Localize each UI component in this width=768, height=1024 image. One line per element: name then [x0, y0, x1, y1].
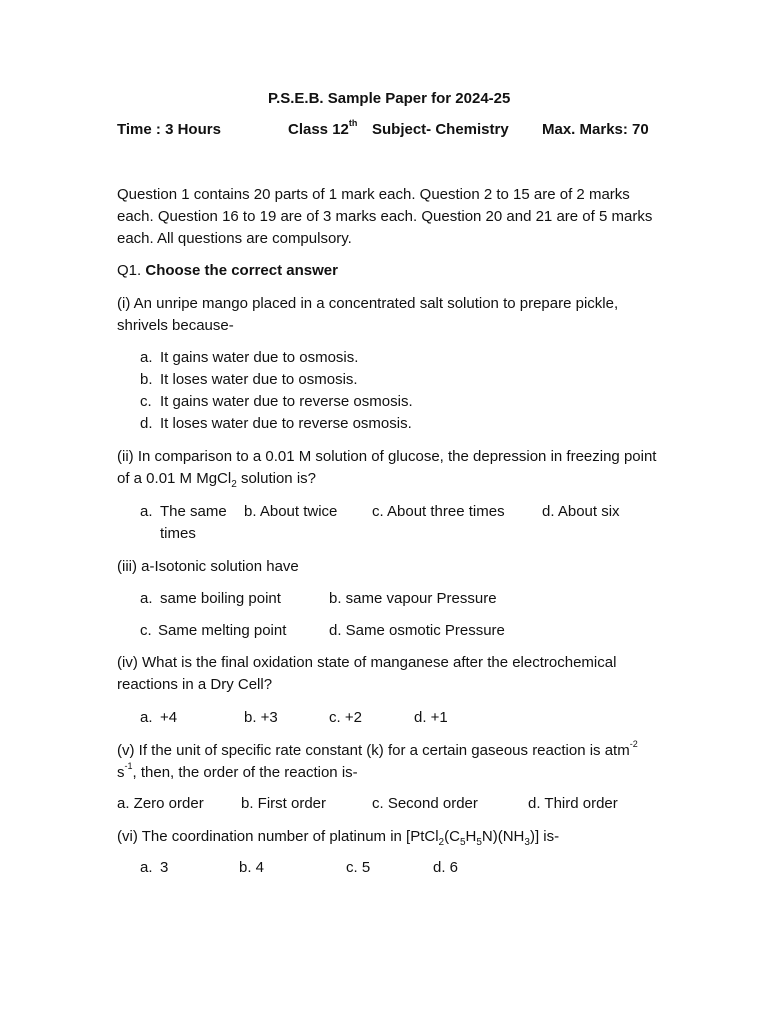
question-ii-option-a-text: The same [160, 503, 227, 520]
question-ii-option-a-marker: a. [140, 503, 153, 520]
question-iii-option-a-marker: a. [140, 590, 153, 607]
question-iv-option-a: +4 [160, 709, 178, 726]
question-v-stem-line1 [117, 740, 638, 762]
option-marker: d. [140, 415, 153, 432]
question-vi-option-c: c. 5 [346, 859, 371, 876]
question-iii-stem: (iii) a-Isotonic solution have [117, 558, 299, 575]
question-ii-stem-text: (ii) In comparison to a 0.01 M solution of glucose, the depression in freezing point of a 0.01 M MgCl [117, 448, 657, 487]
question-ii-stem [117, 446, 657, 490]
question-vi-sub-3: 5 [476, 837, 482, 848]
question-iv-option-a-marker: a. [140, 709, 153, 726]
question-v-option-b: b. First order [241, 795, 327, 812]
question-ii-option-b: b. About twice [244, 503, 338, 520]
question-ii-option-c: c. About three times [372, 503, 505, 520]
option-marker: c. [140, 393, 152, 410]
paper-title: P.S.E.B. Sample Paper for 2024-25 [268, 90, 511, 107]
max-marks-label: Max. Marks: 70 [542, 121, 649, 138]
time-label: Time : 3 Hours [117, 121, 221, 138]
class-label [288, 119, 357, 141]
question-iv-option-c: c. +2 [329, 709, 362, 726]
question-iii-option-c: Same melting point [158, 622, 287, 639]
question-i-option-a [140, 347, 153, 369]
question-vi-sub-2: 5 [459, 837, 466, 848]
question-i-stem: (i) An unripe mango placed in a concentrated salt solution to prepare pickle, shrivels because- [117, 295, 619, 334]
class-superscript: th [348, 118, 358, 128]
question-v-unit-s: s [117, 764, 125, 781]
question-ii-subscript: 2 [231, 479, 237, 490]
question-i-option-d [140, 413, 153, 435]
question-vi-option-a-marker: a. [140, 859, 153, 876]
q1-heading [117, 260, 338, 282]
question-v-superscript-1: -2 [629, 739, 638, 749]
question-vi-stem-text-4: N)(NH [481, 828, 525, 845]
subject-label: Subject- Chemistry [372, 121, 509, 138]
question-vi-stem-text-3: H [465, 828, 477, 845]
question-vi-sub-4: 3 [524, 837, 530, 848]
q1-label: Q1. [117, 262, 142, 279]
question-vi-option-a: 3 [160, 859, 169, 876]
question-iii-option-b: b. same vapour Pressure [329, 590, 497, 607]
question-v-option-d: d. Third order [528, 795, 618, 812]
question-v-superscript-2: -1 [124, 761, 133, 771]
question-vi-stem-text-2: (C [444, 828, 460, 845]
question-ii-option-d: d. About six [542, 503, 620, 520]
question-v-stem-text: (v) If the unit of specific rate constant (k) for a certain gaseous reaction is atm [117, 742, 630, 759]
question-iv-option-b: b. +3 [244, 709, 278, 726]
question-vi-stem-text: (vi) The coordination number of platinum in [PtCl [117, 828, 439, 845]
q1-title: Choose the correct answer [145, 262, 338, 279]
question-i-option-c [140, 391, 152, 413]
question-v-option-c: c. Second order [372, 795, 478, 812]
class-text: Class 12 [288, 121, 349, 138]
question-i-option-c-text: It gains water due to reverse osmosis. [160, 393, 413, 410]
instructions-paragraph: Question 1 contains 20 parts of 1 mark each. Question 2 to 15 are of 2 marks each. Question 16 to 19 are of 3 marks each. Question 20 and 21 are of 5 marks each. All questions are compulsory. [117, 186, 653, 247]
option-marker: a. [140, 349, 153, 366]
question-vi-sub-1: 2 [438, 837, 445, 848]
question-v-stem-line2 [117, 762, 358, 784]
question-ii-option-a-text-cont: times [160, 525, 196, 542]
question-i-option-d-text: It loses water due to reverse osmosis. [160, 415, 412, 432]
question-v-option-a: a. Zero order [117, 795, 204, 812]
question-i-option-a-text: It gains water due to osmosis. [160, 349, 359, 366]
question-vi-stem [117, 826, 559, 848]
question-vi-option-b: b. 4 [239, 859, 265, 876]
question-i-option-b-text: It loses water due to osmosis. [160, 371, 358, 388]
option-marker: b. [140, 371, 153, 388]
question-iii-option-c-marker: c. [140, 622, 152, 639]
question-iv-option-d: d. +1 [414, 709, 448, 726]
question-vi-stem-end: )] is- [529, 828, 560, 845]
question-iii-option-d: d. Same osmotic Pressure [329, 622, 505, 639]
question-i-option-b [140, 369, 153, 391]
question-v-stem-end: , then, the order of the reaction is- [132, 764, 358, 781]
question-iv-stem: (iv) What is the final oxidation state of manganese after the electrochemical reactions in a Dry Cell? [117, 654, 617, 693]
question-vi-option-d: d. 6 [433, 859, 459, 876]
question-iii-option-a: same boiling point [160, 590, 281, 607]
question-ii-stem-end: solution is? [236, 470, 316, 487]
